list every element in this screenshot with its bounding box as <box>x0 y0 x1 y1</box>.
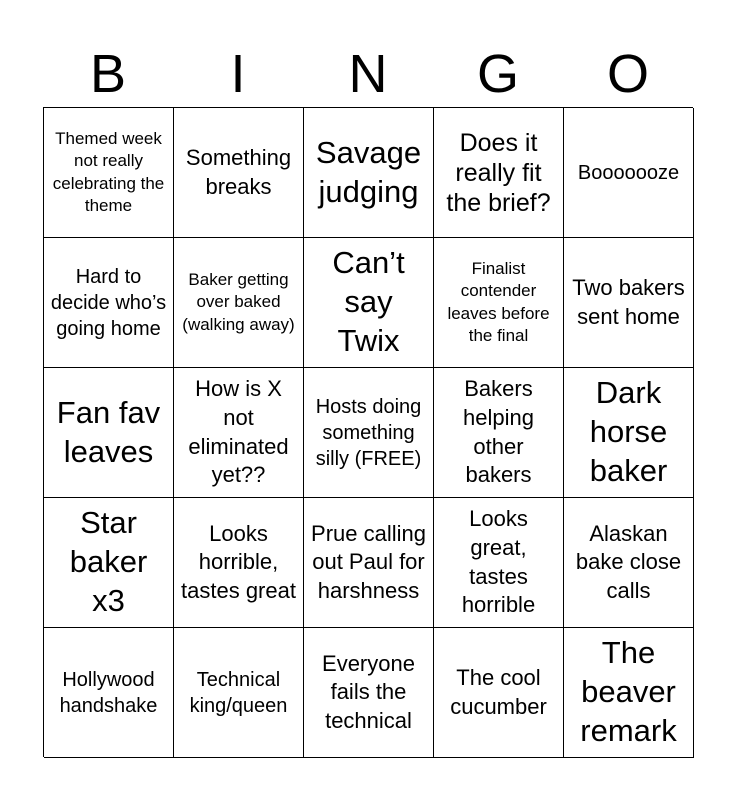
bingo-cell[interactable]: Star baker x3 <box>44 498 174 628</box>
bingo-cell[interactable]: Can’t say Twix <box>304 238 434 368</box>
header-letter-n: N <box>348 44 388 104</box>
bingo-cell[interactable]: How is X not eliminated yet?? <box>174 368 304 498</box>
bingo-cell[interactable]: Bakers helping other bakers <box>434 368 564 498</box>
header-letter-i: I <box>230 44 246 104</box>
bingo-cell[interactable]: Everyone fails the technical <box>304 628 434 758</box>
bingo-cell[interactable]: Finalist contender leaves before the final <box>434 238 564 368</box>
bingo-cell[interactable]: Technical king/queen <box>174 628 304 758</box>
bingo-cell[interactable]: Baker getting over baked (walking away) <box>174 238 304 368</box>
bingo-cell[interactable]: Hollywood handshake <box>44 628 174 758</box>
bingo-cell[interactable]: Looks great, tastes horrible <box>434 498 564 628</box>
bingo-cell[interactable]: Prue calling out Paul for harshness <box>304 498 434 628</box>
bingo-cell[interactable]: Does it really fit the brief? <box>434 108 564 238</box>
bingo-cell[interactable]: Booooooze <box>564 108 694 238</box>
header-letter-b: B <box>89 44 127 104</box>
bingo-cell[interactable]: Something breaks <box>174 108 304 238</box>
bingo-cell[interactable]: The beaver remark <box>564 628 694 758</box>
bingo-cell[interactable]: Alaskan bake close calls <box>564 498 694 628</box>
bingo-cell[interactable]: Savage judging <box>304 108 434 238</box>
bingo-cell[interactable]: Dark horse baker <box>564 368 694 498</box>
bingo-cell[interactable]: Two bakers sent home <box>564 238 694 368</box>
header-letter-o: O <box>606 44 649 104</box>
bingo-cell[interactable]: Hosts doing something silly (FREE) <box>304 368 434 498</box>
bingo-cell[interactable]: Looks horrible, tastes great <box>174 498 304 628</box>
bingo-header <box>43 40 693 108</box>
header-letter-g: G <box>476 44 519 104</box>
bingo-cell[interactable]: Hard to decide who’s going home <box>44 238 174 368</box>
bingo-cell[interactable]: The cool cucumber <box>434 628 564 758</box>
bingo-board <box>43 107 693 757</box>
bingo-cell[interactable]: Themed week not really celebrating the theme <box>44 108 174 238</box>
bingo-cell[interactable]: Fan fav leaves <box>44 368 174 498</box>
